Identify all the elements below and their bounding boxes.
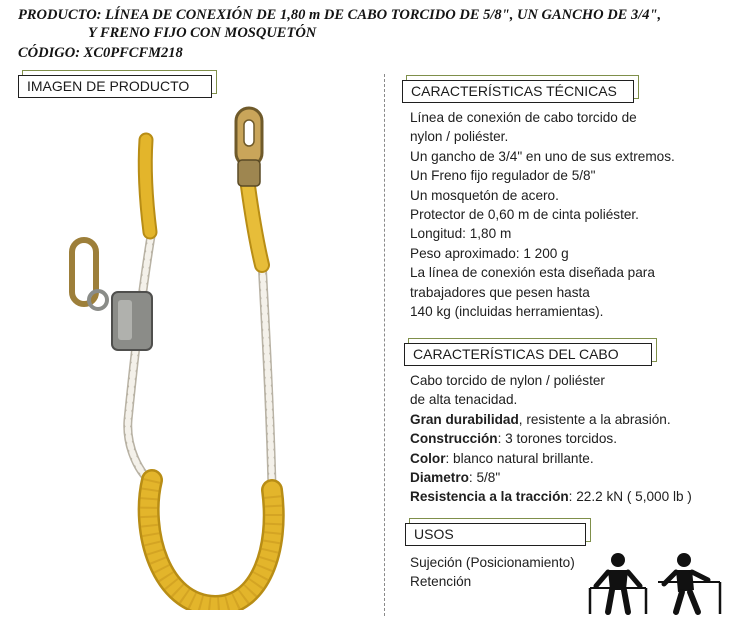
cable-value: : 5/8": [468, 470, 501, 486]
technical-line: 140 kg (incluidas herramientas).: [410, 304, 604, 320]
cable-description: [410, 371, 692, 507]
uses-heading: [405, 523, 586, 546]
cable-line: [410, 487, 692, 506]
technical-line: Un Freno fijo regulador de 5/8": [410, 168, 596, 184]
cable-line: [410, 410, 692, 429]
cable-value: , resistente a la abrasión.: [518, 411, 671, 427]
cable-label: Construcción: [410, 431, 498, 447]
technical-description: [410, 108, 675, 321]
technical-line: Línea de conexión de cabo torcido de: [410, 110, 637, 125]
technical-line: trabajadores que pesen hasta: [410, 284, 590, 300]
product-image-heading-label: IMAGEN DE PRODUCTO: [18, 75, 212, 98]
cable-line: de alta tenacidad.: [410, 392, 518, 408]
cable-value: : 22.2 kN ( 5,000 lb ): [568, 489, 692, 505]
cable-label: Gran durabilidad: [410, 411, 519, 427]
usage-icons: [586, 550, 726, 616]
technical-line: La línea de conexión esta diseñada para: [410, 265, 655, 281]
technical-line: Longitud: 1,80 m: [410, 226, 512, 242]
technical-line: Protector de 0,60 m de cinta poliéster.: [410, 207, 639, 223]
column-divider: [384, 74, 385, 616]
worker-restraint-icon: [658, 553, 720, 614]
cable-heading-label: CARACTERÍSTICAS DEL CABO: [404, 343, 652, 366]
cable-label: Resistencia a la tracción: [410, 489, 569, 505]
cable-line: [410, 468, 692, 487]
product-title-continued: Y FRENO FIJO CON MOSQUETÓN: [88, 25, 317, 41]
technical-heading: [402, 80, 634, 103]
use-item: Sujeción (Posicionamiento): [410, 555, 575, 570]
technical-line: Un mosquetón de acero.: [410, 187, 559, 203]
technical-line: nylon / poliéster.: [410, 129, 509, 145]
worker-positioning-icon: [590, 553, 646, 614]
cable-line: Cabo torcido de nylon / poliéster: [410, 373, 605, 388]
use-item: Retención: [410, 574, 472, 590]
technical-line: Peso aproximado: 1 200 g: [410, 245, 569, 261]
product-title: PRODUCTO: LÍNEA DE CONEXIÓN DE 1,80 m DE CABO TORCIDO DE 5/8", UN GANCHO DE 3/4",: [18, 7, 662, 23]
uses-list: [410, 553, 575, 592]
product-code: CÓDIGO: XC0PFCFM218: [18, 45, 183, 61]
cable-line: [410, 429, 692, 448]
cable-value: : blanco natural brillante.: [445, 450, 594, 466]
product-image: [40, 100, 370, 610]
cable-value: : 3 torones torcidos.: [497, 431, 617, 447]
cable-heading: [404, 343, 652, 366]
cable-label: Color: [410, 450, 446, 466]
cable-label: Diametro: [410, 470, 469, 486]
technical-heading-label: CARACTERÍSTICAS TÉCNICAS: [402, 80, 634, 103]
uses-heading-label: USOS: [405, 523, 586, 546]
cable-line: [410, 449, 692, 468]
technical-line: Un gancho de 3/4" en uno de sus extremos.: [410, 148, 675, 164]
product-image-heading: [18, 75, 212, 98]
